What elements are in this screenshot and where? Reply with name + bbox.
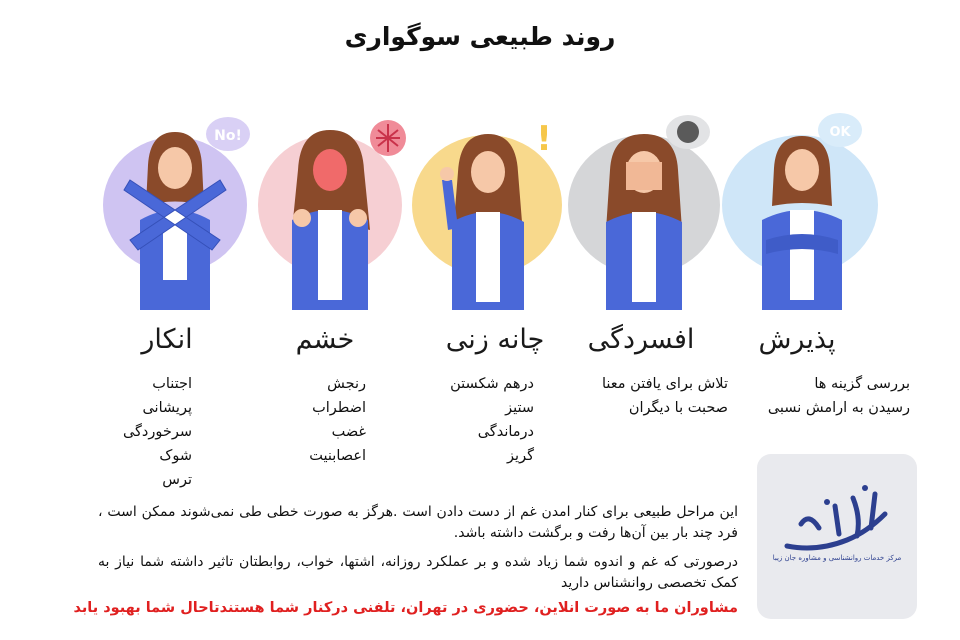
raised-hand: [440, 167, 454, 181]
list-item: رنجش: [327, 376, 366, 392]
face: [785, 149, 819, 191]
logo-subtitle: مرکز خدمات روانشناسی و مشاوره جان زیبا: [772, 554, 902, 562]
info-paragraph-2: درصورتی که غم و اندوه شما زیاد شده و بر عملکرد روزانه، اشتها، خواب، روابطتان تاثیر داشته شما نیاز به کمک تخصصی روانشناس دارید: [98, 554, 738, 591]
bubble-text: OK: [829, 125, 851, 140]
logo-dot: [824, 499, 830, 505]
stage-name-acceptance: پذیرش: [758, 324, 836, 355]
list-item: شوک: [159, 448, 192, 464]
stage-name-denial: انکار: [141, 324, 193, 355]
shirt: [632, 212, 656, 302]
stage-name-anger: خشم: [295, 324, 355, 355]
cta-text: مشاوران ما به صورت انلاین، حضوری در تهران، تلفنی درکنار شما هستندتاحال شما بهبود یابد: [73, 600, 738, 616]
list-item: ستیز: [505, 400, 534, 416]
face: [313, 149, 347, 191]
shirt: [318, 210, 342, 300]
shirt: [476, 212, 500, 302]
list-item: گریز: [507, 448, 534, 464]
scribble-ball: [677, 121, 699, 143]
stage-figure-acceptance: [722, 110, 872, 310]
hands-on-face: [626, 162, 662, 190]
logo-card: [757, 454, 917, 619]
right-fist: [349, 209, 367, 227]
logo-dot: [862, 485, 868, 491]
stage-figure-anger: [258, 110, 408, 310]
page-title: روند طبیعی سوگواری: [344, 22, 616, 51]
list-item: سرخوردگی: [122, 424, 192, 440]
list-item: صحبت با دیگران: [628, 400, 728, 416]
stage-items-acceptance: [730, 372, 910, 420]
list-item: اضطراب: [312, 400, 366, 416]
exclamation: !: [536, 119, 552, 159]
bubble-text: No!: [214, 128, 242, 144]
list-item: اجتناب: [152, 376, 192, 392]
depression-illustration: [566, 110, 736, 310]
list-item: درماندگی: [477, 424, 534, 440]
stage-name-depression: افسردگی: [587, 324, 695, 355]
list-item: رسیدن به ارامش نسبی: [767, 400, 910, 416]
list-item: تلاش برای یافتن معنا: [602, 376, 728, 392]
stage-figure-bargaining: [412, 110, 562, 310]
stage-items-anger: [186, 372, 366, 468]
list-item: غضب: [331, 424, 366, 440]
list-item: اعصابنیت: [309, 448, 366, 464]
stage-items-bargaining: [354, 372, 534, 468]
stage-items-denial: [12, 372, 192, 492]
bargaining-illustration: [412, 110, 582, 310]
info-paragraph-1: این مراحل طبیعی برای کنار امدن غم از دست دادن است .هرگز به صورت خطی طی نمی‌شوند ممکن است ، فرد چند بار بین آن‌ها رفت و برگشت داشته باشد.: [98, 504, 738, 541]
acceptance-illustration: [722, 110, 892, 310]
stage-figure-depression: [566, 110, 716, 310]
brand-logo: [757, 454, 917, 619]
list-item: ترس: [162, 472, 192, 488]
denial-illustration: [100, 110, 270, 310]
stage-name-bargaining: چانه زنی: [445, 324, 545, 355]
face: [471, 151, 505, 193]
left-fist: [293, 209, 311, 227]
logo-calligraphy: [787, 494, 885, 548]
list-item: بررسی گزینه ها: [814, 376, 910, 392]
list-item: درهم شکستن: [450, 376, 534, 392]
shirt: [790, 210, 814, 300]
stage-figure-denial: [100, 110, 250, 310]
face: [158, 147, 192, 189]
anger-illustration: [258, 110, 428, 310]
stage-items-depression: [548, 372, 728, 420]
list-item: پریشانی: [142, 400, 192, 416]
